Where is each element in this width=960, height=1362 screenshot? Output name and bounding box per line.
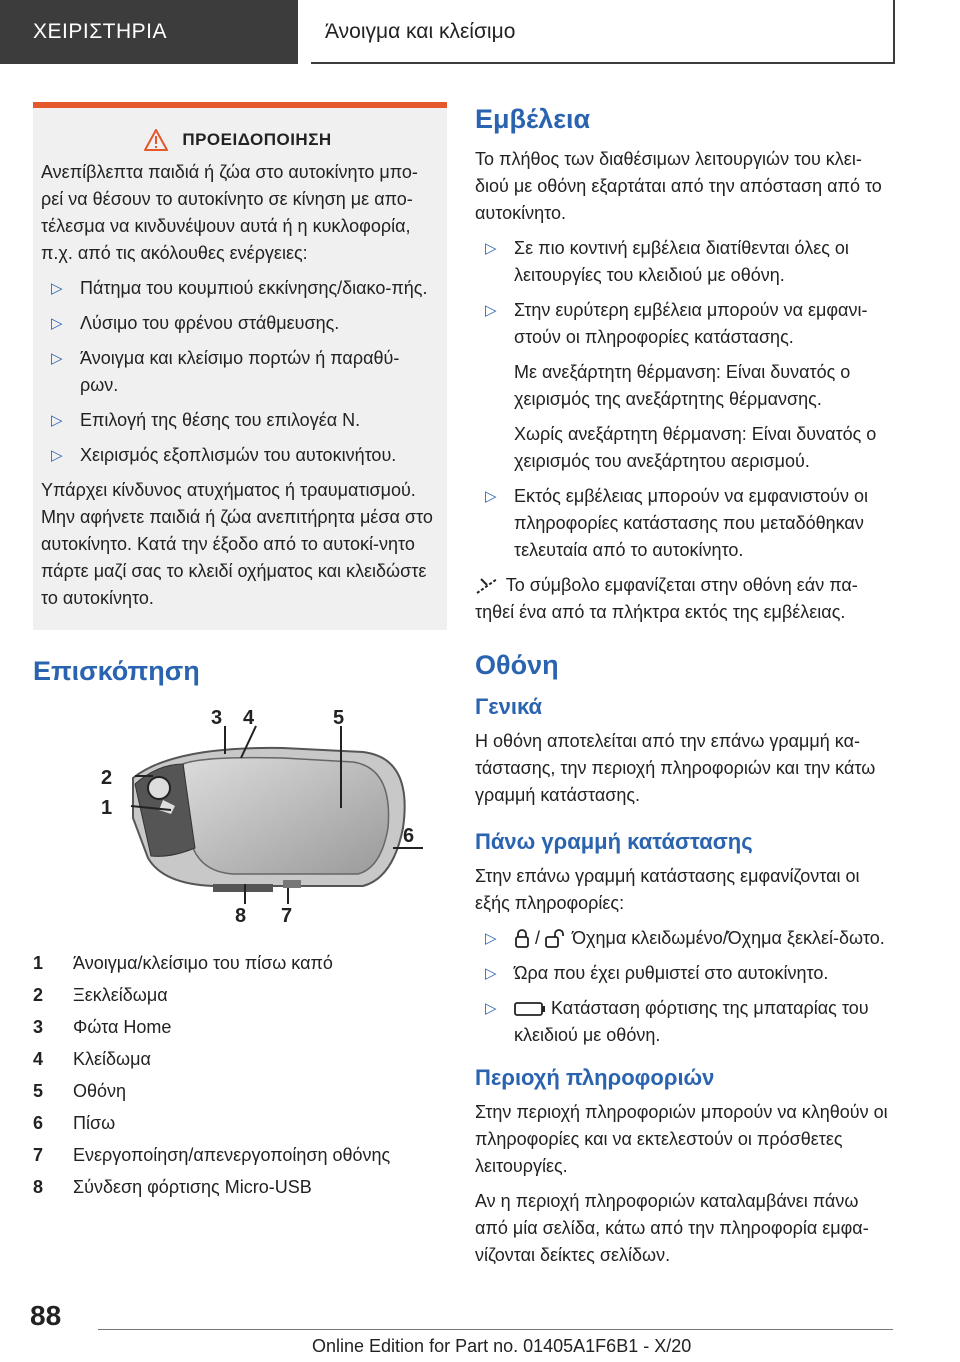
callout-5: 5 bbox=[333, 708, 345, 729]
list-item: ▷ Στην ευρύτερη εμβέλεια μπορούν να εμφανι-στούν οι πληροφορίες κατάστασης. Με ανεξάρτητη θέρμανση: Είναι δυνατός ο χειρισμός της ανεξάρτητης θέρμανσης. Χωρίς ανεξάρτητη θέρμανση: Είναι δυνατός ο χειρισμός του ανεξάρτητου αερισμού. bbox=[475, 297, 895, 475]
lock-icon bbox=[514, 929, 530, 949]
footer-edition: Online Edition for Part no. 01405A1F6B1 - X/20 bbox=[312, 1336, 692, 1356]
list-item: ▷ Επιλογή της θέσης του επιλογέα N. bbox=[41, 407, 435, 434]
section-title: ΧΕΙΡΙΣΤΗΡΙΑ bbox=[33, 20, 168, 43]
display-key-figure bbox=[63, 708, 423, 928]
warning-box bbox=[33, 102, 447, 630]
list-item: ▷ Λύσιμο του φρένου στάθμευσης. bbox=[41, 310, 435, 337]
footer-divider bbox=[98, 1329, 893, 1330]
triangle-bullet-icon: ▷ bbox=[485, 965, 497, 982]
triangle-bullet-icon: ▷ bbox=[485, 930, 497, 947]
callout-7: 7 bbox=[281, 905, 293, 927]
triangle-bullet-icon: ▷ bbox=[51, 280, 63, 297]
icon-separator: / bbox=[535, 928, 541, 948]
triangle-bullet-icon: ▷ bbox=[51, 412, 63, 429]
triangle-bullet-icon: ▷ bbox=[485, 302, 497, 319]
triangle-bullet-icon: ▷ bbox=[485, 1000, 497, 1017]
legend-item: 4 Κλείδωμα bbox=[33, 1049, 151, 1069]
range-sub-note: Χωρίς ανεξάρτητη θέρμανση: Είναι δυνατός ο χειρισμός του ανεξάρτητου αερισμού. bbox=[514, 424, 877, 471]
chapter-title: Άνοιγμα και κλείσιμο bbox=[325, 20, 516, 43]
info-area-text: Αν η περιοχή πληροφοριών καταλαμβάνει πάνω από μία σελίδα, κάτω από την πληροφορία εμφα-νίζονται δείκτες σελίδων. bbox=[475, 1191, 869, 1265]
right-column bbox=[475, 102, 895, 1277]
general-heading: Γενικά bbox=[475, 694, 543, 719]
triangle-bullet-icon: ▷ bbox=[51, 447, 63, 464]
triangle-bullet-icon: ▷ bbox=[51, 350, 63, 367]
list-item: ▷ Κατάσταση φόρτισης της μπαταρίας του κλειδιού με οθόνη. bbox=[475, 995, 895, 1049]
legend-item: 1 Άνοιγμα/κλείσιμο του πίσω καπό bbox=[33, 953, 333, 973]
triangle-bullet-icon: ▷ bbox=[485, 240, 497, 257]
range-list bbox=[475, 235, 895, 564]
list-item: ▷ Σε πιο κοντινή εμβέλεια διατίθενται όλες οι λειτουργίες του κλειδιού με οθόνη. bbox=[475, 235, 895, 289]
range-heading: Εμβέλεια bbox=[475, 104, 591, 134]
callout-8: 8 bbox=[235, 905, 247, 927]
battery-icon bbox=[514, 1002, 546, 1016]
display-heading: Οθόνη bbox=[475, 650, 559, 680]
general-text: Η οθόνη αποτελείται από την επάνω γραμμή κα-τάστασης, την περιοχή πληροφοριών και την κάτω γραμμή κατάστασης. bbox=[475, 731, 876, 805]
callout-4: 4 bbox=[243, 708, 255, 729]
status-bar-list bbox=[475, 925, 895, 1049]
warning-intro: Ανεπίβλεπτα παιδιά ή ζώα στο αυτοκίνητο μπο-ρεί να θέσουν το αυτοκίνητο σε κίνηση με απο-τέλεσμα να κινδυνέψουν αυτά ή η κυκλοφορία, π.χ. από τις ακόλουθες ενέργειες: bbox=[41, 162, 418, 263]
callout-1: 1 bbox=[101, 797, 113, 819]
triangle-bullet-icon: ▷ bbox=[51, 315, 63, 332]
info-area-text: Στην περιοχή πληροφοριών μπορούν να κληθούν οι πληροφορίες και να εκτελεστούν οι πρόσθετες λειτουργίες. bbox=[475, 1102, 888, 1176]
legend-item: 8 Σύνδεση φόρτισης Micro-USB bbox=[33, 1177, 312, 1197]
legend-item: 7 Ενεργοποίηση/απενεργοποίηση οθόνης bbox=[33, 1145, 391, 1165]
list-item: ▷ Χειρισμός εξοπλισμών του αυτοκινήτου. bbox=[41, 442, 435, 469]
warning-header bbox=[41, 126, 435, 153]
unlock-icon bbox=[545, 929, 567, 949]
legend-list bbox=[33, 950, 447, 1201]
list-item: ▷ Άνοιγμα και κλείσιμο πορτών ή παραθύ-ρων. bbox=[41, 345, 435, 399]
status-bar-intro: Στην επάνω γραμμή κατάστασης εμφανίζονται οι εξής πληροφορίες: bbox=[475, 866, 860, 913]
triangle-bullet-icon: ▷ bbox=[485, 488, 497, 505]
range-symbol-note: Το σύμβολο εμφανίζεται στην οθόνη εάν πα-τηθεί ένα από τα πλήκτρα εκτός της εμβέλειας. bbox=[475, 575, 858, 622]
list-item: ▷ / Όχημα κλειδωμένο/Όχημα ξεκλεί-δωτο. bbox=[475, 925, 895, 952]
legend-item: 3 Φώτα Home bbox=[33, 1017, 172, 1037]
legend-item: 5 Οθόνη bbox=[33, 1081, 127, 1101]
legend-item: 2 Ξεκλείδωμα bbox=[33, 985, 168, 1005]
warning-title: ΠΡΟΕΙΔΟΠΟΙΗΣΗ bbox=[182, 130, 332, 149]
left-column bbox=[33, 102, 447, 1206]
callout-3: 3 bbox=[211, 708, 223, 729]
list-item: ▷ Πάτημα του κουμπιού εκκίνησης/διακο-πής. bbox=[41, 275, 435, 302]
page-number: 88 bbox=[30, 1300, 62, 1331]
header-chapter-tab bbox=[311, 0, 895, 64]
range-sub-note: Με ανεξάρτητη θέρμανση: Είναι δυνατός ο χειρισμός της ανεξάρτητης θέρμανσης. bbox=[514, 362, 851, 409]
warning-triangle-icon bbox=[144, 129, 168, 151]
out-of-range-icon bbox=[475, 577, 501, 595]
callout-6: 6 bbox=[403, 825, 415, 847]
callout-2: 2 bbox=[101, 767, 113, 789]
header-section-tab bbox=[0, 0, 298, 64]
warning-list bbox=[41, 275, 435, 469]
range-intro: Το πλήθος των διαθέσιμων λειτουργιών του κλει-διού με οθόνη εξαρτάται από την απόσταση από το αυτοκίνητο. bbox=[475, 149, 882, 223]
overview-heading: Επισκόπηση bbox=[33, 656, 200, 686]
info-area-heading: Περιοχή πληροφοριών bbox=[475, 1065, 715, 1090]
legend-item: 6 Πίσω bbox=[33, 1113, 116, 1133]
list-item: ▷ Εκτός εμβέλειας μπορούν να εμφανιστούν οι πληροφορίες κατάστασης που μεταδόθηκαν τελευταία από το αυτοκίνητο. bbox=[475, 483, 895, 564]
warning-outro: Υπάρχει κίνδυνος ατυχήματος ή τραυματισμού. Μην αφήνετε παιδιά ή ζώα ανεπιτήρητα μέσα στο αυτοκίνητο. Κατά την έξοδο από το αυτοκί-νητο πάρτε μαζί σας το κλειδί οχήματος και κλειδώστε το αυτοκίνητο. bbox=[41, 480, 433, 608]
status-bar-heading: Πάνω γραμμή κατάστασης bbox=[475, 829, 753, 854]
list-item: ▷ Ώρα που έχει ρυθμιστεί στο αυτοκίνητο. bbox=[475, 960, 895, 987]
